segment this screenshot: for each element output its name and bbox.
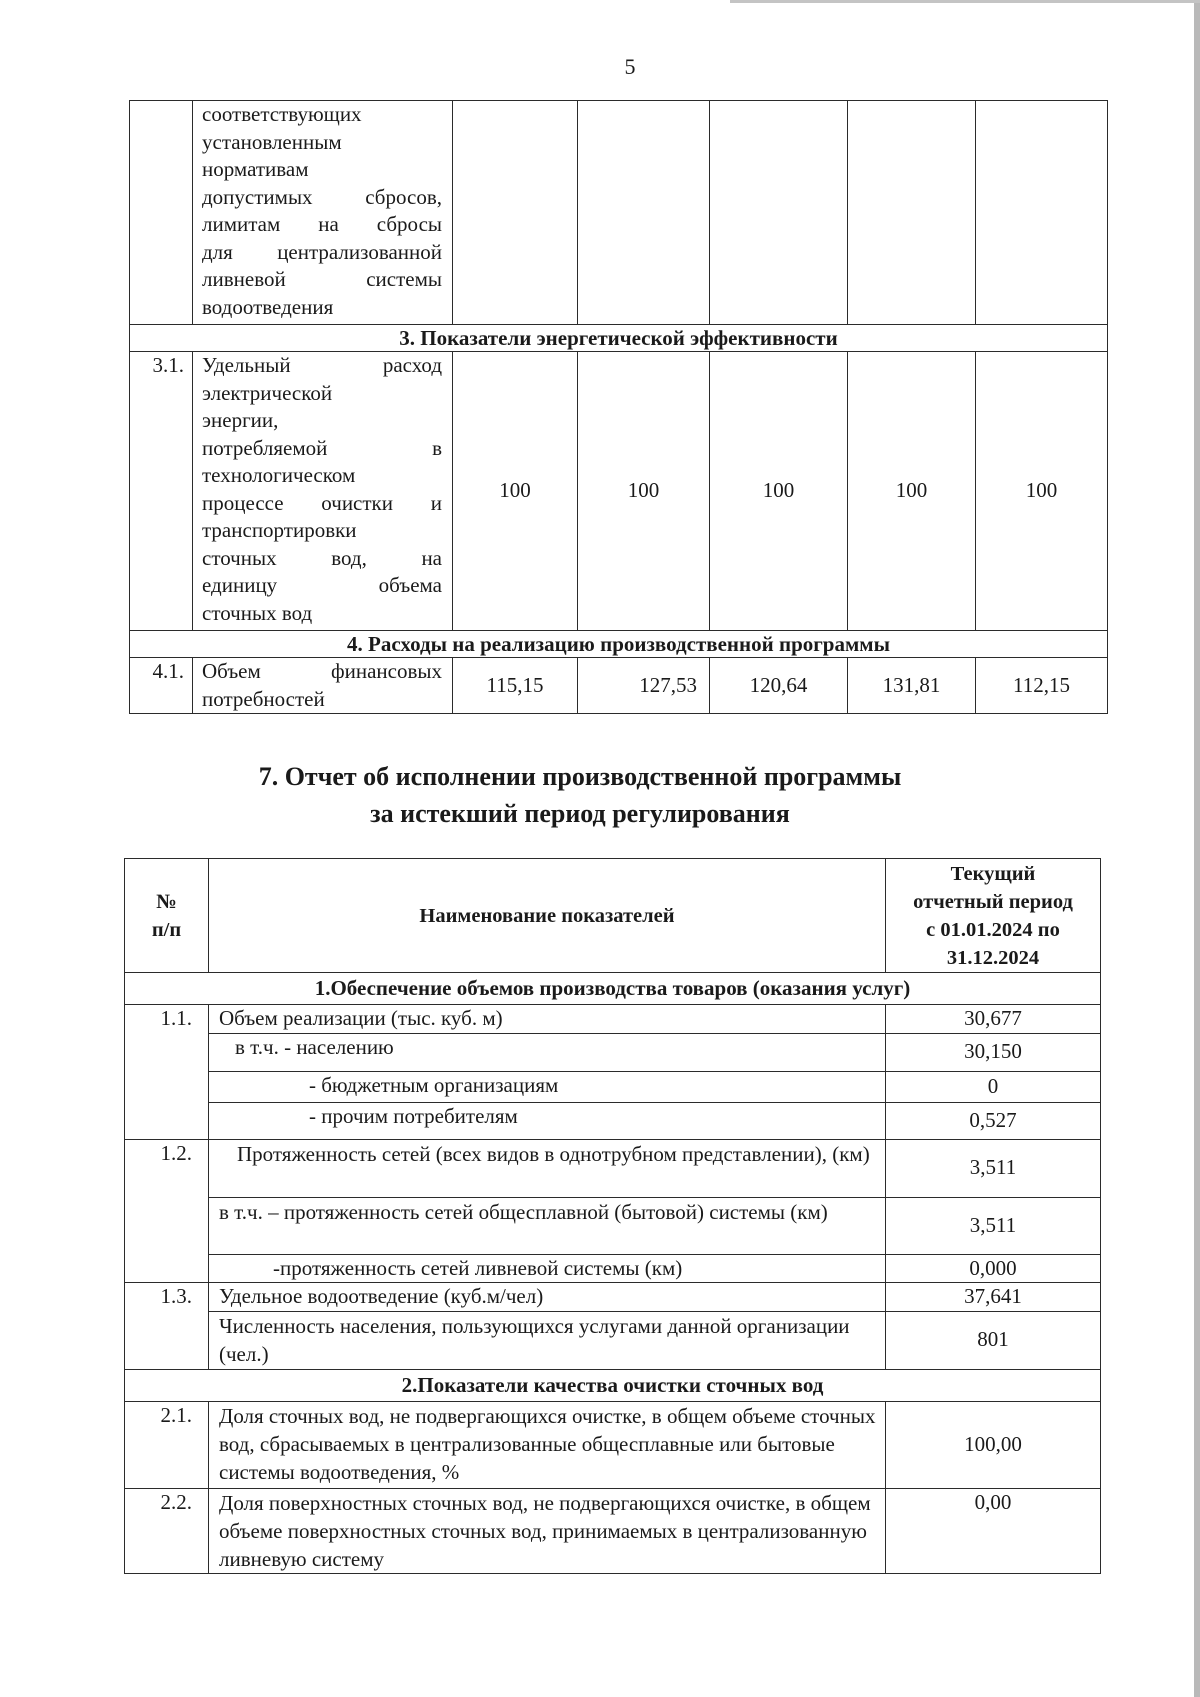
name-line: потребляемой в bbox=[202, 435, 442, 460]
header-line: 31.12.2024 bbox=[946, 946, 1040, 969]
name-line: Объем финансовых bbox=[202, 659, 442, 683]
indicator-name-cell bbox=[193, 658, 453, 714]
indicator-name-cell bbox=[193, 352, 453, 631]
value-cell: 100 bbox=[453, 352, 578, 631]
indicator-name: - прочим потребителям bbox=[209, 1102, 886, 1139]
value-cell bbox=[710, 101, 848, 325]
table-row bbox=[130, 101, 1108, 325]
header-line: с 01.01.2024 по bbox=[926, 918, 1060, 941]
table-row bbox=[125, 1071, 1101, 1102]
indicator-value: 3,511 bbox=[886, 1197, 1101, 1254]
section-heading bbox=[130, 758, 1030, 832]
header-row bbox=[125, 859, 1101, 973]
name-line: нормативам bbox=[202, 157, 309, 181]
name-line: установленным bbox=[202, 129, 342, 154]
table-row bbox=[125, 1254, 1101, 1283]
name-line: ливневой системы bbox=[202, 267, 442, 291]
table-row bbox=[125, 1005, 1101, 1034]
name-line: сточных вод bbox=[202, 600, 313, 625]
table-row bbox=[125, 1488, 1101, 1573]
indicator-name: -протяженность сетей ливневой системы (км) bbox=[209, 1254, 886, 1283]
table-row bbox=[125, 1102, 1101, 1139]
table-row bbox=[125, 1283, 1101, 1312]
table-row bbox=[125, 1033, 1101, 1071]
indicator-name: Удельное водоотведение (куб.м/чел) bbox=[209, 1283, 886, 1312]
indicator-name: - бюджетным организациям bbox=[209, 1071, 886, 1102]
section-row bbox=[130, 325, 1108, 352]
row-number: 3.1. bbox=[130, 352, 193, 631]
section-title: 1.Обеспечение объемов производства товаров (оказания услуг) bbox=[125, 973, 1101, 1005]
name-line: единицу объема bbox=[202, 573, 442, 597]
table-row bbox=[125, 1401, 1101, 1488]
row-number: 2.1. bbox=[125, 1401, 209, 1488]
name-line: водоотведения bbox=[202, 294, 334, 319]
indicator-value: 3,511 bbox=[886, 1139, 1101, 1197]
indicator-value: 30,677 bbox=[886, 1005, 1101, 1034]
column-header-number: № п/п bbox=[125, 859, 209, 973]
name-line: энергии, bbox=[202, 408, 279, 432]
page-number: 5 bbox=[624, 54, 636, 79]
row-number: 1.3. bbox=[125, 1283, 209, 1370]
indicator-name: Протяженность сетей (всех видов в однотрубном представлении), (км) bbox=[209, 1139, 886, 1197]
value-cell bbox=[848, 101, 976, 325]
row-number: 2.2. bbox=[125, 1488, 209, 1573]
value-cell: 127,53 bbox=[578, 658, 710, 714]
indicator-name: в т.ч. - населению bbox=[209, 1033, 886, 1071]
indicator-value: 30,150 bbox=[886, 1033, 1101, 1071]
header-line: отчетный период bbox=[913, 890, 1073, 913]
value-cell bbox=[976, 101, 1108, 325]
scan-edge-top bbox=[730, 0, 1200, 3]
indicator-value: 0,000 bbox=[886, 1254, 1101, 1283]
name-line: электрической bbox=[202, 380, 333, 405]
scan-edge-right bbox=[1194, 0, 1200, 1697]
value-cell: 100 bbox=[578, 352, 710, 631]
header-line: Текущий bbox=[950, 862, 1036, 885]
table-row bbox=[130, 352, 1108, 631]
indicator-name-cell bbox=[193, 101, 453, 325]
section-title: 3. Показатели энергетической эффективности bbox=[130, 325, 1108, 352]
row-number: 1.1. bbox=[125, 1005, 209, 1140]
value-cell: 112,15 bbox=[976, 658, 1108, 714]
indicator-value: 0,527 bbox=[886, 1102, 1101, 1139]
value-cell: 120,64 bbox=[710, 658, 848, 714]
name-line: потребностей bbox=[202, 686, 325, 711]
value-cell bbox=[578, 101, 710, 325]
indicators-table-continued bbox=[129, 100, 1108, 714]
row-number: 1.2. bbox=[125, 1139, 209, 1283]
table-row bbox=[125, 1197, 1101, 1254]
indicator-name: в т.ч. – протяженность сетей общесплавной (бытовой) системы (км) bbox=[209, 1197, 886, 1254]
report-table bbox=[124, 858, 1101, 1574]
indicator-name: Объем реализации (тыс. куб. м) bbox=[209, 1005, 886, 1034]
value-cell: 131,81 bbox=[848, 658, 976, 714]
section-title: 2.Показатели качества очистки сточных вод bbox=[125, 1369, 1101, 1401]
table-row bbox=[130, 658, 1108, 714]
name-line: лимитам на сбросы bbox=[202, 212, 442, 236]
name-line: процессе очистки и bbox=[202, 490, 442, 515]
column-header-name: Наименование показателей bbox=[209, 859, 886, 973]
name-line: для централизованной bbox=[202, 239, 442, 264]
indicator-name: Численность населения, пользующихся услугами данной организации (чел.) bbox=[209, 1311, 886, 1369]
column-header-period bbox=[886, 859, 1101, 973]
indicator-value: 37,641 bbox=[886, 1283, 1101, 1312]
section-row bbox=[125, 973, 1101, 1005]
indicator-name: Доля поверхностных сточных вод, не подвергающихся очистке, в общем объеме поверхностных сточных вод, принимаемых в централизованную ливневую систему bbox=[209, 1488, 886, 1573]
section-row bbox=[125, 1369, 1101, 1401]
indicator-value: 801 bbox=[886, 1311, 1101, 1369]
name-line: сточных вод, на bbox=[202, 545, 442, 570]
value-cell: 100 bbox=[710, 352, 848, 631]
row-number: 4.1. bbox=[130, 658, 193, 714]
value-cell: 115,15 bbox=[453, 658, 578, 714]
table-row bbox=[125, 1139, 1101, 1197]
value-cell bbox=[453, 101, 578, 325]
name-line: технологическом bbox=[202, 463, 356, 487]
indicator-value: 100,00 bbox=[886, 1401, 1101, 1488]
value-cell: 100 bbox=[848, 352, 976, 631]
indicator-value: 0,00 bbox=[886, 1488, 1101, 1573]
name-line: соответствующих bbox=[202, 102, 362, 126]
heading-line: 7. Отчет об исполнении производственной программы bbox=[258, 762, 902, 791]
section-title: 4. Расходы на реализацию производственной программы bbox=[130, 631, 1108, 658]
name-line: Удельный расход bbox=[202, 353, 442, 377]
indicator-value: 0 bbox=[886, 1071, 1101, 1102]
name-line: транспортировки bbox=[202, 518, 357, 542]
indicator-name: Доля сточных вод, не подвергающихся очистке, в общем объеме сточных вод, сбрасываемых в централизованные общесплавные или бытовые системы водоотведения, % bbox=[209, 1401, 886, 1488]
name-line: допустимых сбросов, bbox=[202, 184, 442, 209]
heading-line: за истекший период регулирования bbox=[370, 799, 790, 828]
row-number-cell bbox=[130, 101, 193, 325]
section-row bbox=[130, 631, 1108, 658]
table-row bbox=[125, 1311, 1101, 1369]
value-cell: 100 bbox=[976, 352, 1108, 631]
